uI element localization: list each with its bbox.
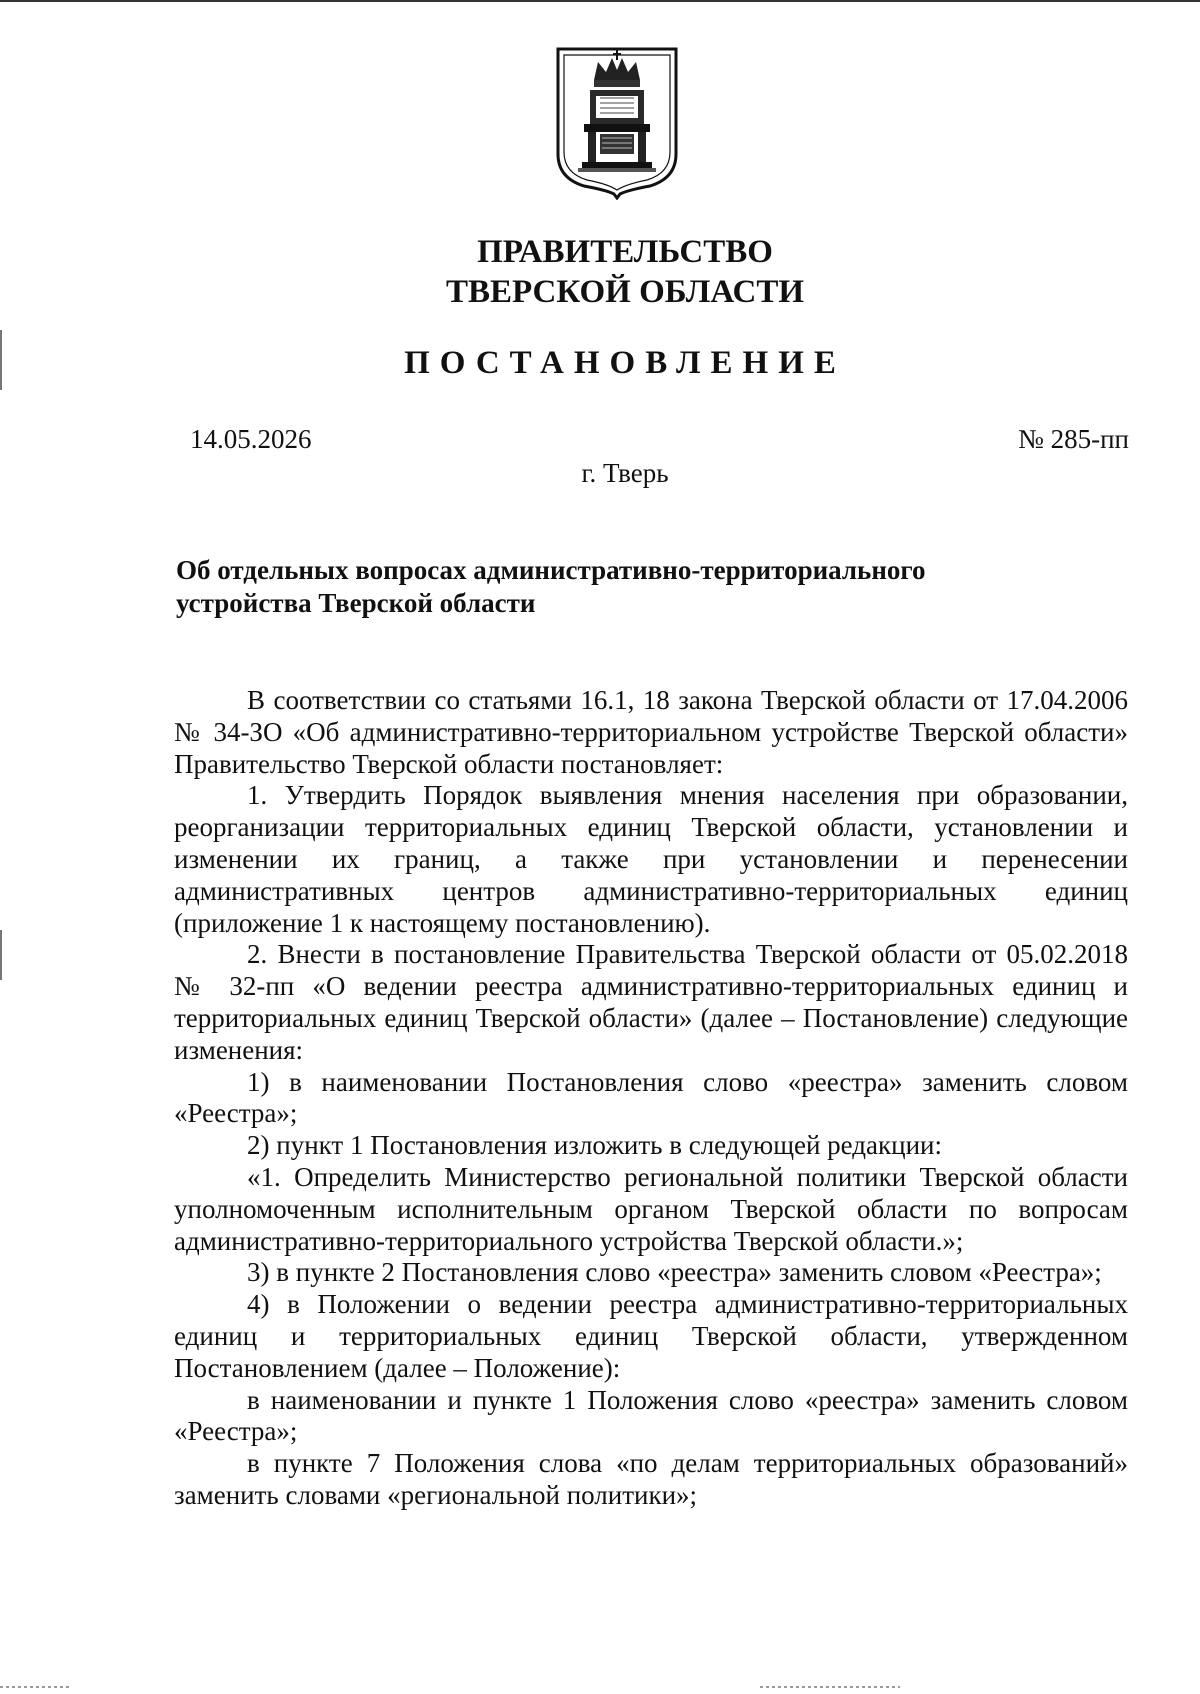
document-type: ПОСТАНОВЛЕНИЕ <box>404 345 846 381</box>
document-heading-line: Об отдельных вопросах административно-территориального <box>176 555 926 585</box>
government-name-line: ТВЕРСКОЙ ОБЛАСТИ <box>445 274 805 310</box>
scan-bottom-mark <box>0 1686 70 1688</box>
body-paragraph: в пункте 7 Положения слова «по делам территориальных образований» заменить словами «региональной политики»; <box>174 1448 1128 1510</box>
government-name <box>0 232 1200 312</box>
scan-left-mark <box>0 930 2 980</box>
body-paragraph: 4) в Положении о ведении реестра административно-территориальных единиц и территориальных единиц Тверской области, утвержденном Постановлением (далее – Положение): <box>174 1289 1128 1383</box>
body-paragraph: В соответствии со статьями 16.1, 18 закона Тверской области от 17.04.2006 № 34-ЗО «Об административно-территориальном устройстве Тверской области» Правительство Тверской области постановляет: <box>174 685 1128 779</box>
document-heading-line: устройства Тверской области <box>176 588 536 618</box>
document-number: № 285-пп <box>1018 424 1129 454</box>
document-body <box>174 685 1128 1512</box>
body-paragraph: 3) в пункте 2 Постановления слово «реестра» заменить словом «Реестра»; <box>247 1257 1102 1288</box>
body-paragraph: 2) пункт 1 Постановления изложить в следующей редакции: <box>247 1130 942 1161</box>
body-paragraph: в наименовании и пункте 1 Положения слово «реестра» заменить словом «Реестра»; <box>174 1384 1128 1447</box>
body-paragraph: «1. Определить Министерство региональной политики Тверской области уполномоченным исполнительным органом Тверской области по вопросам административно-территориального устройства Тверской области.»; <box>174 1161 1128 1256</box>
scan-bottom-mark <box>760 1686 900 1688</box>
body-paragraph: 2. Внести в постановление Правительства Тверской области от 05.02.2018 № 32-пп «О ведении реестра административно-территориальных единиц и территориальных единиц Тверской области» (далее – Постановление) следующие изменения: <box>174 939 1128 1065</box>
body-paragraph: 1. Утвердить Порядок выявления мнения населения при образовании, реорганизации территориальных единиц Тверской области, установлении и изменении их границ, а также при установлении и перенесении административных центров административно-территориальных единиц (приложение 1 к настоящему постановлению). <box>174 780 1128 938</box>
document-city: г. Тверь <box>581 458 669 488</box>
coat-of-arms-emblem <box>554 46 680 200</box>
government-name-line: ПРАВИТЕЛЬСТВО <box>477 234 773 270</box>
document-heading <box>176 554 1076 620</box>
document-date: 14.05.2026 <box>190 424 312 454</box>
scan-top-edge <box>0 0 1200 2</box>
body-paragraph: 1) в наименовании Постановления слово «реестра» заменить словом «Реестра»; <box>174 1066 1128 1129</box>
